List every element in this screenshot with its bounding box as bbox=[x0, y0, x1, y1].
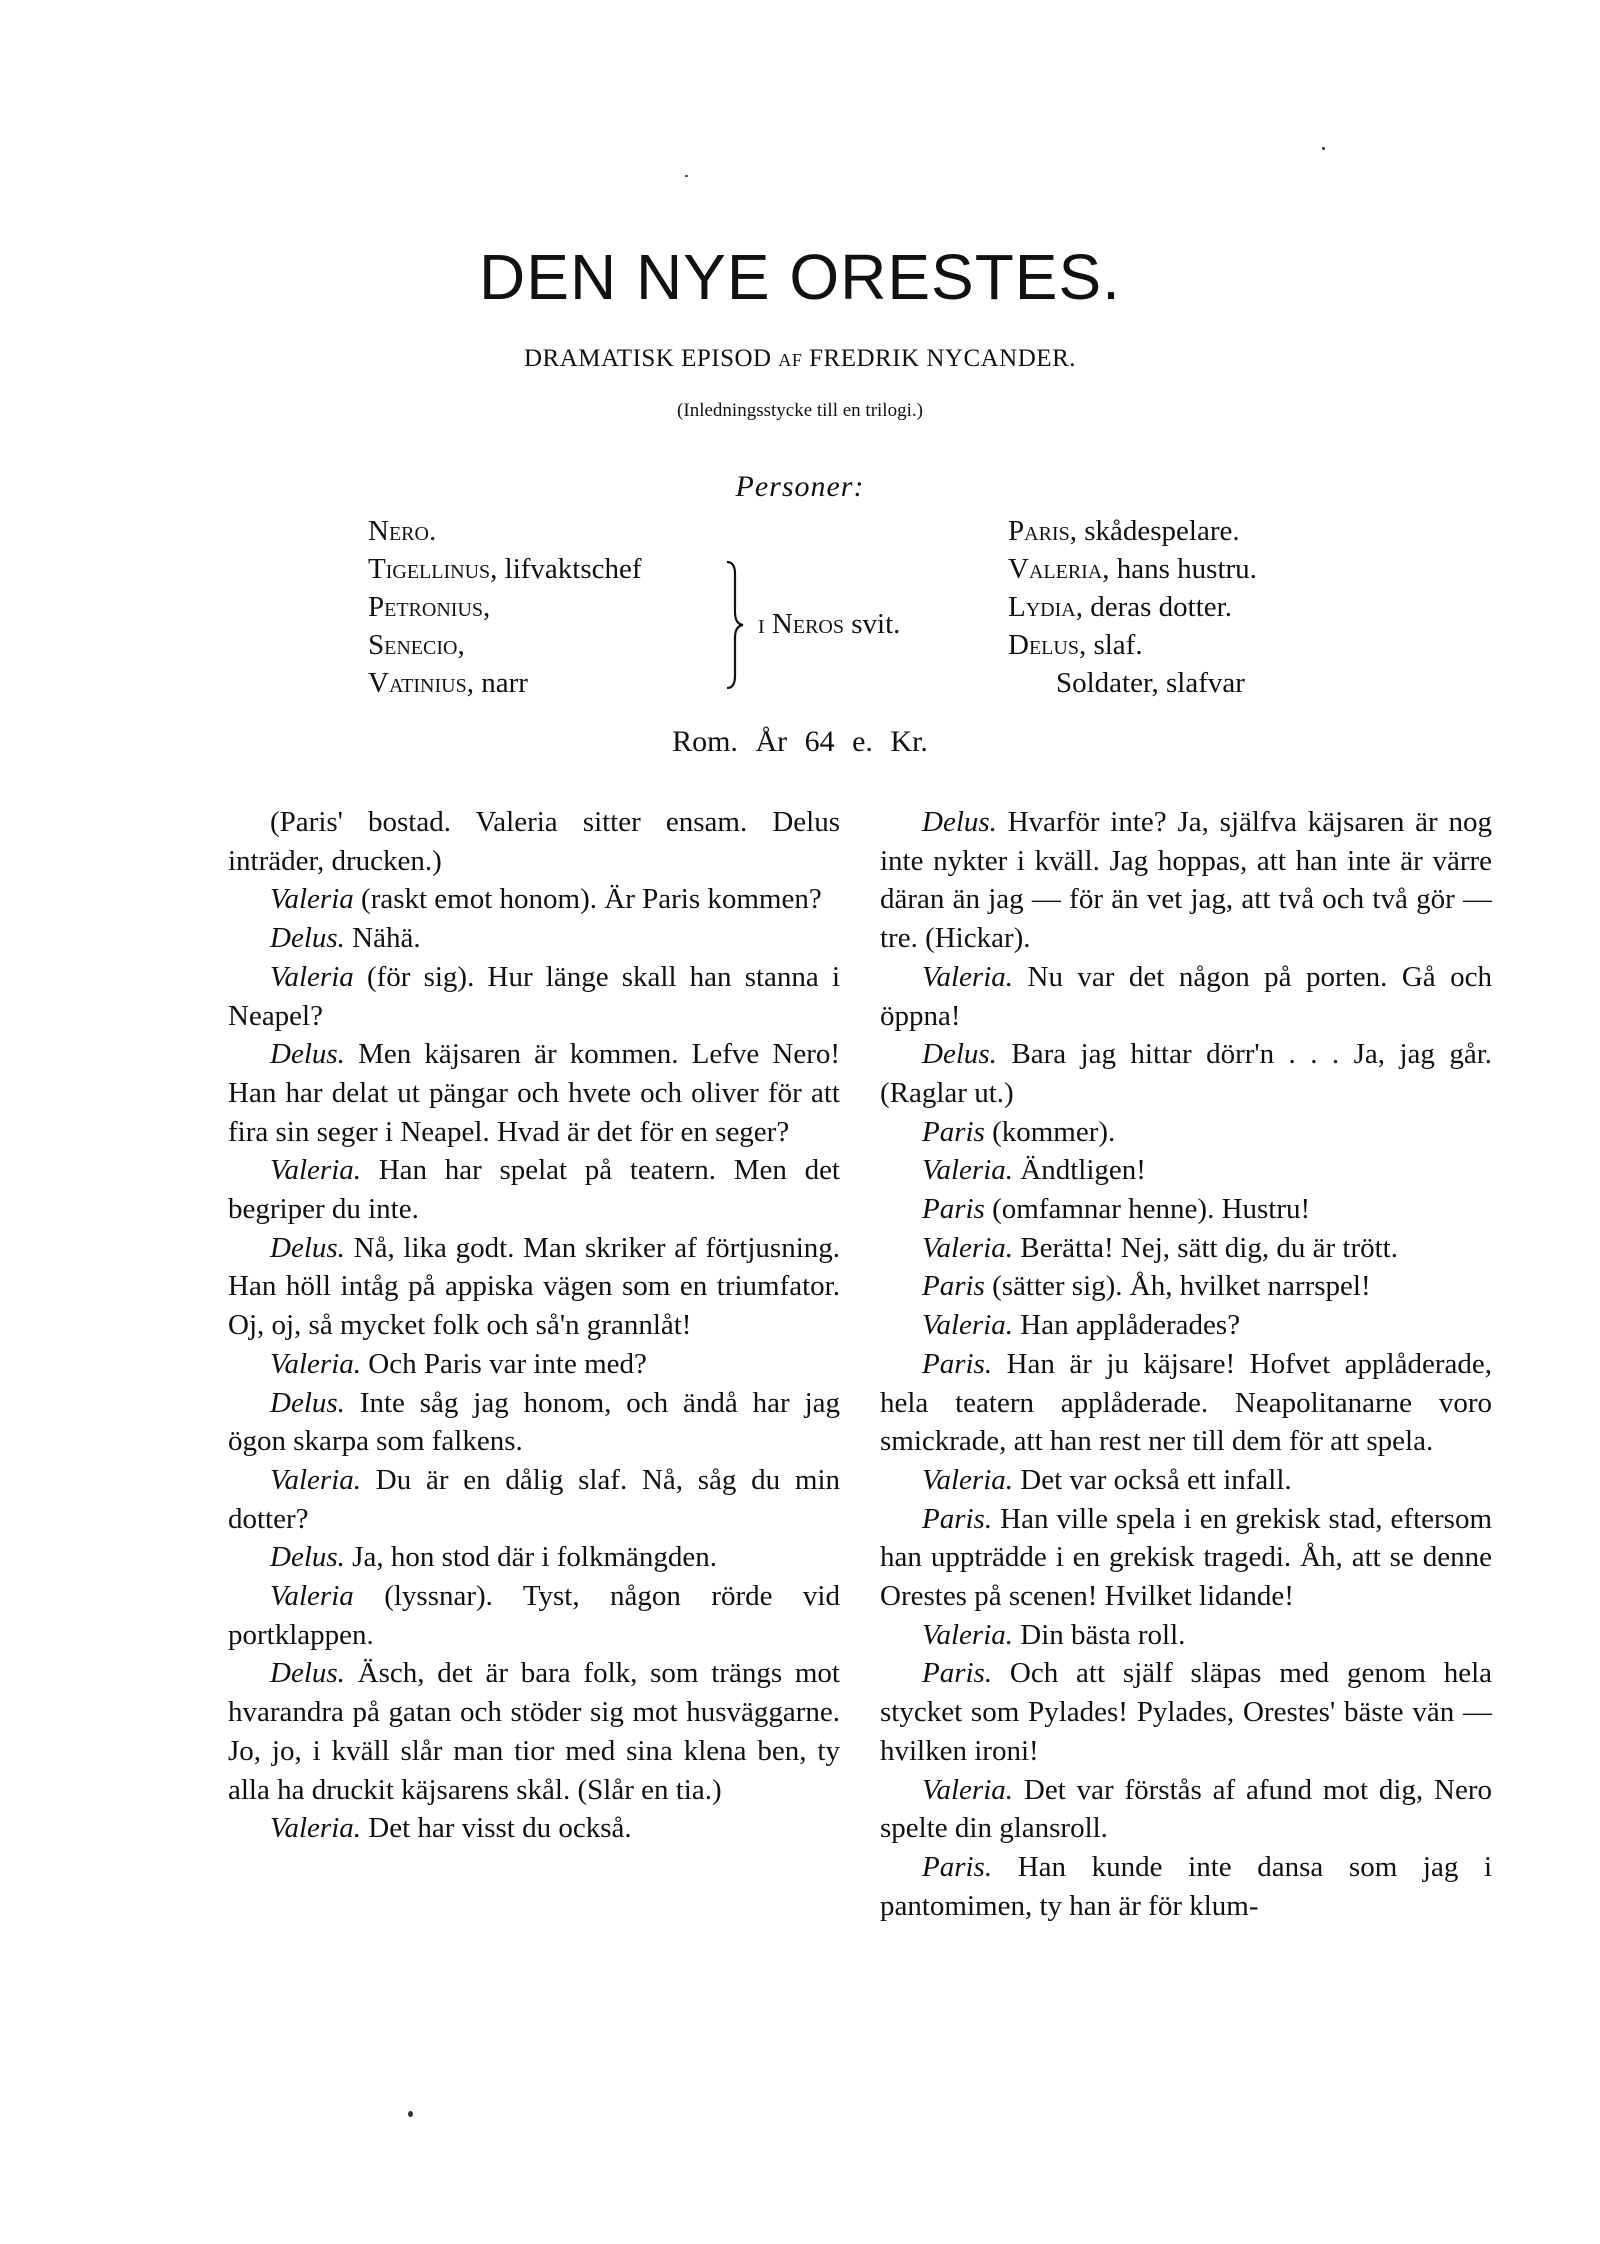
cast-name: Nero. bbox=[368, 515, 437, 547]
cast-entry bbox=[368, 512, 748, 550]
cast-entry bbox=[1008, 512, 1408, 550]
subtitle-note: (Inledningsstycke till en trilogi.) bbox=[677, 400, 923, 421]
subtitle-af: AF bbox=[778, 350, 803, 370]
speaker: Valeria. bbox=[922, 1773, 1014, 1806]
dialogue-line bbox=[880, 1771, 1492, 1848]
cast-entry bbox=[368, 588, 748, 626]
speaker: Delus. bbox=[270, 922, 345, 955]
dialogue-line bbox=[880, 1616, 1492, 1655]
setting-place: Rom. bbox=[672, 725, 738, 758]
dialogue-line bbox=[880, 1345, 1492, 1461]
speaker: Delus. bbox=[270, 1657, 345, 1690]
dialogue-line bbox=[880, 1267, 1492, 1306]
line-text: (för sig). Hur länge skall han stanna i Neapel? bbox=[228, 960, 840, 1032]
line-text: Hvarför inte? Ja, själfva käjsaren är nog inte nykter i kväll. Jag hoppas, att han inte är värre däran än jag — för än vet jag, att två och två gör — tre. (Hickar). bbox=[880, 806, 1492, 955]
speaker: Delus. bbox=[922, 806, 997, 838]
cast-role: Soldater, slafvar bbox=[1056, 667, 1245, 699]
dialogue-line bbox=[880, 1500, 1492, 1616]
line-text: Han har spelat på teatern. Men det begriper du inte. bbox=[228, 1154, 840, 1226]
page-title: DEN NYE ORESTES. bbox=[479, 241, 1121, 313]
cast-entry bbox=[1008, 550, 1408, 588]
line-text: Men käjsaren är kommen. Lefve Nero! Han har delat ut pängar och hvete och oliver för att fira sin seger i Neapel. Hvad är det för en seger? bbox=[228, 1038, 841, 1148]
cast-entry bbox=[1008, 626, 1408, 664]
line-text: (kommer). bbox=[992, 1115, 1116, 1148]
line-text: (lyssnar). Tyst, någon rörde vid portklappen. bbox=[228, 1580, 840, 1651]
line-text: Det har visst du också. bbox=[368, 1812, 632, 1845]
dialogue-line bbox=[880, 1190, 1492, 1229]
line-text: Äsch, det är bara folk, som trängs mot hvarandra på gatan och stöder sig mot husväggarne. Jo, jo, i kväll slår man tior med sina klena ben, ty alla ha druckit käjsarens skål. (Slår en tia.) bbox=[228, 1657, 840, 1806]
dialogue-line bbox=[880, 1229, 1492, 1268]
line-text: Din bästa roll. bbox=[1020, 1618, 1186, 1651]
dialogue-line bbox=[228, 1384, 840, 1461]
speaker: Valeria. bbox=[922, 960, 1014, 993]
line-text: (omfamnar henne). Hustru! bbox=[992, 1193, 1311, 1226]
cast-entry bbox=[368, 550, 748, 588]
cast-heading: Personer: bbox=[735, 470, 865, 503]
setting-line bbox=[0, 725, 1600, 759]
dialogue-line bbox=[228, 919, 840, 958]
line-text: (raskt emot honom). Är Paris kommen? bbox=[361, 883, 822, 916]
cast-name: Petronius, bbox=[368, 591, 491, 623]
setting-year: År 64 e. Kr. bbox=[755, 725, 928, 758]
cast-entry bbox=[368, 664, 748, 702]
cast-name: Tigellinus, bbox=[368, 553, 498, 585]
line-text: Det var förstås af afund mot dig, Nero spelte din glansroll. bbox=[880, 1773, 1493, 1845]
dialogue-line bbox=[880, 1306, 1492, 1345]
line-text: Du är en dålig slaf. Nå, såg du min dotter? bbox=[228, 1463, 840, 1535]
line-text: Berätta! Nej, sätt dig, du är trött. bbox=[1020, 1231, 1398, 1264]
line-text: (Paris' bostad. Valeria sitter ensam. Delus inträder, drucken.) bbox=[228, 806, 840, 877]
cast-role: lifvaktschef bbox=[504, 553, 642, 585]
speaker: Valeria. bbox=[270, 1463, 362, 1496]
dialogue-line bbox=[228, 1151, 840, 1228]
speaker: Paris. bbox=[922, 1347, 993, 1380]
speaker: Valeria. bbox=[270, 1154, 362, 1187]
subtitle bbox=[0, 345, 1600, 373]
dialogue-line bbox=[880, 1461, 1492, 1500]
speaker: Valeria. bbox=[922, 1154, 1014, 1187]
dialogue-line bbox=[880, 958, 1492, 1035]
speaker: Delus. bbox=[922, 1038, 997, 1071]
dialogue-line bbox=[880, 1035, 1492, 1112]
line-text: Han är ju käjsare! Hofvet applåderade, hela teatern applåderade. Neapolitanarne voro smickrade, att han rest ner till dem för att spela. bbox=[880, 1347, 1492, 1458]
speaker: Delus. bbox=[270, 1038, 345, 1071]
dialogue-line bbox=[880, 1151, 1492, 1190]
line-text: Nu var det någon på porten. Gå och öppna! bbox=[880, 960, 1493, 1032]
dialogue-line bbox=[228, 958, 840, 1035]
dialogue-line bbox=[228, 1538, 840, 1577]
speaker: Valeria. bbox=[922, 1463, 1014, 1496]
cast-group-name: i Neros bbox=[758, 608, 844, 640]
speaker: Valeria bbox=[270, 883, 354, 916]
dialogue-line bbox=[880, 803, 1492, 958]
cast-name: Lydia, bbox=[1008, 591, 1083, 623]
line-text: Och att själf släpas med genom hela stycket som Pylades! Pylades, Orestes' bäste vän — hvilken ironi! bbox=[880, 1657, 1492, 1767]
speaker: Paris. bbox=[922, 1850, 993, 1883]
speaker: Valeria. bbox=[270, 1812, 362, 1845]
line-text: Ja, hon stod där i folkmängden. bbox=[352, 1541, 718, 1574]
speaker: Valeria. bbox=[922, 1618, 1014, 1651]
cast-name: Valeria, bbox=[1008, 553, 1110, 585]
cast-entry bbox=[368, 626, 748, 664]
line-text: Nå, lika godt. Man skriker af förtjusning. Han höll intåg på appiska vägen som en triumfator. Oj, oj, så mycket folk och så'n grannlåt! bbox=[228, 1231, 841, 1342]
line-text: Ändtligen! bbox=[1020, 1154, 1146, 1187]
cast-entry bbox=[1008, 588, 1408, 626]
cast-name: Delus, bbox=[1008, 629, 1087, 661]
speaker: Delus. bbox=[270, 1231, 345, 1264]
speaker: Paris bbox=[922, 1193, 985, 1226]
dialogue-line bbox=[880, 1113, 1492, 1152]
line-text: Det var också ett infall. bbox=[1020, 1463, 1292, 1496]
subtitle-author: FREDRIK NYCANDER. bbox=[809, 345, 1076, 372]
speaker: Valeria bbox=[270, 1580, 354, 1613]
text-column-left bbox=[228, 803, 840, 1848]
cast-role: narr bbox=[481, 667, 528, 699]
cast-list-right bbox=[1008, 512, 1408, 702]
cast-name: Vatinius, bbox=[368, 667, 474, 699]
cast-entry bbox=[1008, 664, 1408, 702]
print-speck bbox=[408, 2111, 413, 2117]
cast-role: hans hustru. bbox=[1116, 553, 1257, 585]
dialogue-line bbox=[228, 1654, 840, 1809]
speaker: Delus. bbox=[270, 1386, 345, 1419]
stage-direction bbox=[228, 803, 840, 880]
cast-list-left bbox=[368, 512, 748, 702]
cast-role: skådespelare. bbox=[1084, 515, 1240, 547]
subtitle-pre: DRAMATISK EPISOD bbox=[524, 345, 772, 372]
speaker: Delus. bbox=[270, 1541, 345, 1574]
brace-icon bbox=[725, 560, 745, 690]
speaker: Paris. bbox=[922, 1657, 993, 1690]
cast-role: slaf. bbox=[1093, 629, 1143, 661]
line-text: Och Paris var inte med? bbox=[368, 1347, 647, 1380]
line-text: Han ville spela i en grekisk stad, eftersom han uppträdde i en grekisk tragedi. Åh, att se denne Orestes på scenen! Hvilket lidande! bbox=[880, 1502, 1492, 1613]
dialogue-line bbox=[228, 1809, 840, 1848]
line-text: Inte såg jag honom, och ändå har jag ögon skarpa som falkens. bbox=[228, 1386, 841, 1458]
line-text: Nähä. bbox=[352, 922, 421, 955]
line-text: (sätter sig). Åh, hvilket narrspel! bbox=[992, 1270, 1371, 1303]
cast-name: Paris, bbox=[1008, 515, 1077, 547]
cast-name: Senecio, bbox=[368, 629, 465, 661]
dialogue-line bbox=[880, 1848, 1492, 1925]
cast-brace bbox=[725, 560, 745, 690]
dialogue-line bbox=[880, 1654, 1492, 1770]
text-column-right bbox=[880, 803, 1492, 1925]
speaker: Valeria. bbox=[270, 1347, 362, 1380]
speaker: Paris. bbox=[922, 1502, 993, 1535]
print-speck bbox=[685, 175, 688, 177]
print-speck bbox=[1322, 147, 1325, 150]
line-text: Han kunde inte dansa som jag i pantomimen, ty han är för klum- bbox=[880, 1850, 1492, 1922]
line-text: Bara jag hittar dörr'n . . . Ja, jag går. (Raglar ut.) bbox=[880, 1038, 1493, 1109]
cast-group-label bbox=[758, 608, 900, 641]
dialogue-line bbox=[228, 1035, 840, 1151]
speaker: Valeria. bbox=[922, 1309, 1014, 1342]
speaker: Valeria bbox=[270, 960, 354, 993]
speaker: Valeria. bbox=[922, 1231, 1014, 1264]
dialogue-line bbox=[228, 880, 840, 919]
speaker: Paris bbox=[922, 1115, 985, 1148]
dialogue-line bbox=[228, 1461, 840, 1538]
dialogue-line bbox=[228, 1345, 840, 1384]
speaker: Paris bbox=[922, 1270, 985, 1303]
cast-role: deras dotter. bbox=[1090, 591, 1232, 623]
dialogue-line bbox=[228, 1577, 840, 1654]
dialogue-line bbox=[228, 1229, 840, 1345]
cast-group-word: svit. bbox=[851, 608, 901, 640]
line-text: Han applåderades? bbox=[1020, 1309, 1241, 1342]
